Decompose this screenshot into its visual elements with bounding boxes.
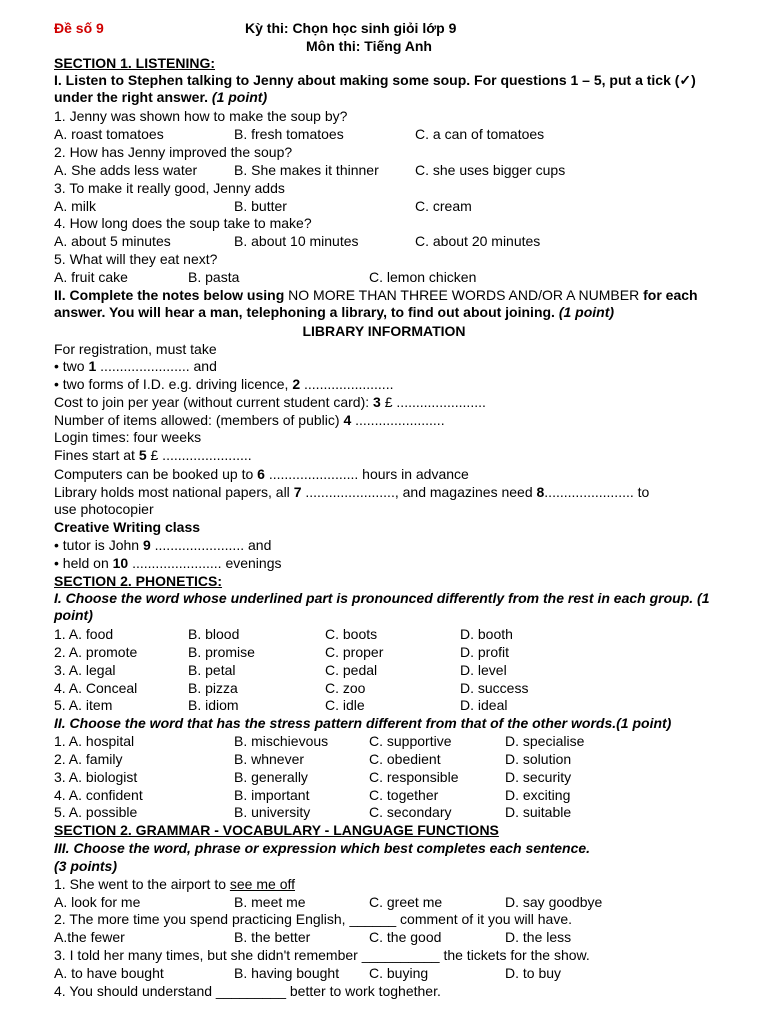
- pron-2b: B. promise: [188, 644, 255, 660]
- grammar-q2c: C. the good: [369, 929, 442, 945]
- stress-1b: B. mischievous: [234, 733, 329, 749]
- note-login: Login times: four weeks: [54, 429, 202, 445]
- note-held: • held on 10 ....................... evenings: [54, 555, 282, 571]
- library-info-title: LIBRARY INFORMATION: [302, 323, 466, 339]
- pron-1a: 1. A. food: [54, 626, 114, 642]
- grammar-instruction: III. Choose the word, phrase or expression which best completes each sentence.: [54, 840, 591, 856]
- option-2c: C. she uses bigger cups: [415, 162, 566, 178]
- grammar-q3a: A. to have bought: [54, 965, 164, 981]
- section2-title: SECTION 2. PHONETICS:: [54, 573, 223, 589]
- stress-5a: 5. A. possible: [54, 804, 138, 820]
- exam-subject: Môn thi: Tiếng Anh: [306, 38, 432, 54]
- pron-3a: 3. A. legal: [54, 662, 116, 678]
- option-4a: A. about 5 minutes: [54, 233, 171, 249]
- question-1: 1. Jenny was shown how to make the soup by?: [54, 108, 348, 124]
- note-cost: Cost to join per year (without current student card): 3 £ .......................: [54, 394, 486, 410]
- option-5b: B. pasta: [188, 269, 240, 285]
- pron-5b: B. idiom: [188, 697, 239, 713]
- pron-1d: D. booth: [460, 626, 513, 642]
- listening-part1-instruction: I. Listen to Stephen talking to Jenny about making some soup. For questions 1 – 5, put a tick (✓) under the right answer. (1 point): [54, 72, 696, 105]
- pron-4d: D. success: [460, 680, 529, 696]
- grammar-q1d: D. say goodbye: [505, 894, 603, 910]
- question-4: 4. How long does the soup take to make?: [54, 215, 312, 231]
- stress-2c: C. obedient: [369, 751, 441, 767]
- pron-5a: 5. A. item: [54, 697, 113, 713]
- note-items: Number of items allowed: (members of public) 4 .......................: [54, 412, 445, 428]
- question-5: 5. What will they eat next?: [54, 251, 218, 267]
- stress-1a: 1. A. hospital: [54, 733, 135, 749]
- grammar-q2d: D. the less: [505, 929, 572, 945]
- option-2b: B. She makes it thinner: [234, 162, 379, 178]
- stress-3a: 3. A. biologist: [54, 769, 138, 785]
- stress-2d: D. solution: [505, 751, 572, 767]
- grammar-q3d: D. to buy: [505, 965, 562, 981]
- pron-2c: C. proper: [325, 644, 384, 660]
- option-3a: A. milk: [54, 198, 96, 214]
- grammar-q2b: B. the better: [234, 929, 311, 945]
- stress-4d: D. exciting: [505, 787, 571, 803]
- exam-number: Đề số 9: [54, 20, 104, 36]
- option-1b: B. fresh tomatoes: [234, 126, 344, 142]
- stress-5c: C. secondary: [369, 804, 452, 820]
- grammar-q1a: A. look for me: [54, 894, 141, 910]
- stress-2b: B. whnever: [234, 751, 305, 767]
- option-3b: B. butter: [234, 198, 287, 214]
- note-tutor: • tutor is John 9 ....................... and: [54, 537, 272, 553]
- note-creative-writing: Creative Writing class: [54, 519, 201, 535]
- stress-3d: D. security: [505, 769, 572, 785]
- stress-2a: 2. A. family: [54, 751, 123, 767]
- grammar-q3: 3. I told her many times, but she didn't remember __________ the tickets for the show.: [54, 947, 590, 963]
- stress-5b: B. university: [234, 804, 311, 820]
- option-5a: A. fruit cake: [54, 269, 128, 285]
- listening-part2-instruction: II. Complete the notes below using NO MORE THAN THREE WORDS AND/OR A NUMBER for each answer. You will hear a man, telephoning a library, to find out about joining. (1 point): [54, 287, 698, 320]
- pron-1b: B. blood: [188, 626, 240, 642]
- grammar-q3c: C. buying: [369, 965, 429, 981]
- pron-4a: 4. A. Conceal: [54, 680, 138, 696]
- option-1a: A. roast tomatoes: [54, 126, 164, 142]
- note-registration: For registration, must take: [54, 341, 217, 357]
- grammar-q2a: A.the fewer: [54, 929, 125, 945]
- stress-4b: B. important: [234, 787, 310, 803]
- option-2a: A. She adds less water: [54, 162, 198, 178]
- stress-3c: C. responsible: [369, 769, 459, 785]
- grammar-points: (3 points): [54, 858, 117, 874]
- option-4c: C. about 20 minutes: [415, 233, 541, 249]
- note-computers: Computers can be booked up to 6 ....................... hours in advance: [54, 466, 469, 482]
- pron-1c: C. boots: [325, 626, 378, 642]
- note-fines: Fines start at 5 £ .......................: [54, 447, 252, 463]
- option-4b: B. about 10 minutes: [234, 233, 359, 249]
- pron-4c: C. zoo: [325, 680, 366, 696]
- option-3c: C. cream: [415, 198, 472, 214]
- pron-5d: D. ideal: [460, 697, 508, 713]
- pron-3c: C. pedal: [325, 662, 378, 678]
- grammar-q1b: B. meet me: [234, 894, 306, 910]
- stress-1c: C. supportive: [369, 733, 452, 749]
- stress-3b: B. generally: [234, 769, 308, 785]
- question-3: 3. To make it really good, Jenny adds: [54, 180, 285, 196]
- note-photocopier: use photocopier: [54, 501, 154, 517]
- pron-5c: C. idle: [325, 697, 365, 713]
- section1-title: SECTION 1. LISTENING:: [54, 55, 216, 71]
- pron-2a: 2. A. promote: [54, 644, 138, 660]
- pron-3d: D. level: [460, 662, 507, 678]
- pron-3b: B. petal: [188, 662, 236, 678]
- grammar-q1c: C. greet me: [369, 894, 443, 910]
- section3-title: SECTION 2. GRAMMAR - VOCABULARY - LANGUAGE FUNCTIONS: [54, 822, 499, 838]
- stress-4a: 4. A. confident: [54, 787, 143, 803]
- note-two-2: • two forms of I.D. e.g. driving licence, 2 .......................: [54, 376, 394, 392]
- pron-4b: B. pizza: [188, 680, 238, 696]
- pron-2d: D. profit: [460, 644, 510, 660]
- note-two-1: • two 1 ....................... and: [54, 358, 217, 374]
- phonetics-part1-instruction: I. Choose the word whose underlined part is pronounced differently from the rest in each group. (1 point): [54, 590, 710, 623]
- note-library-papers: Library holds most national papers, all 7 ......................., and magazines need 8....................... to: [54, 484, 650, 500]
- stress-1d: D. specialise: [505, 733, 585, 749]
- stress-5d: D. suitable: [505, 804, 572, 820]
- exam-title: Kỳ thi: Chọn học sinh giỏi lớp 9: [245, 20, 457, 36]
- option-5c: C. lemon chicken: [369, 269, 477, 285]
- stress-4c: C. together: [369, 787, 439, 803]
- phonetics-part2-instruction: II. Choose the word that has the stress pattern different from that of the other words.(1 point): [54, 715, 672, 731]
- grammar-q2: 2. The more time you spend practicing English, ______ comment of it you will have.: [54, 911, 573, 927]
- option-1c: C. a can of tomatoes: [415, 126, 545, 142]
- question-2: 2. How has Jenny improved the soup?: [54, 144, 293, 160]
- grammar-q4: 4. You should understand _________ better to work toghether.: [54, 983, 441, 999]
- grammar-q3b: B. having bought: [234, 965, 340, 981]
- grammar-q1: 1. She went to the airport to see me off: [54, 876, 296, 892]
